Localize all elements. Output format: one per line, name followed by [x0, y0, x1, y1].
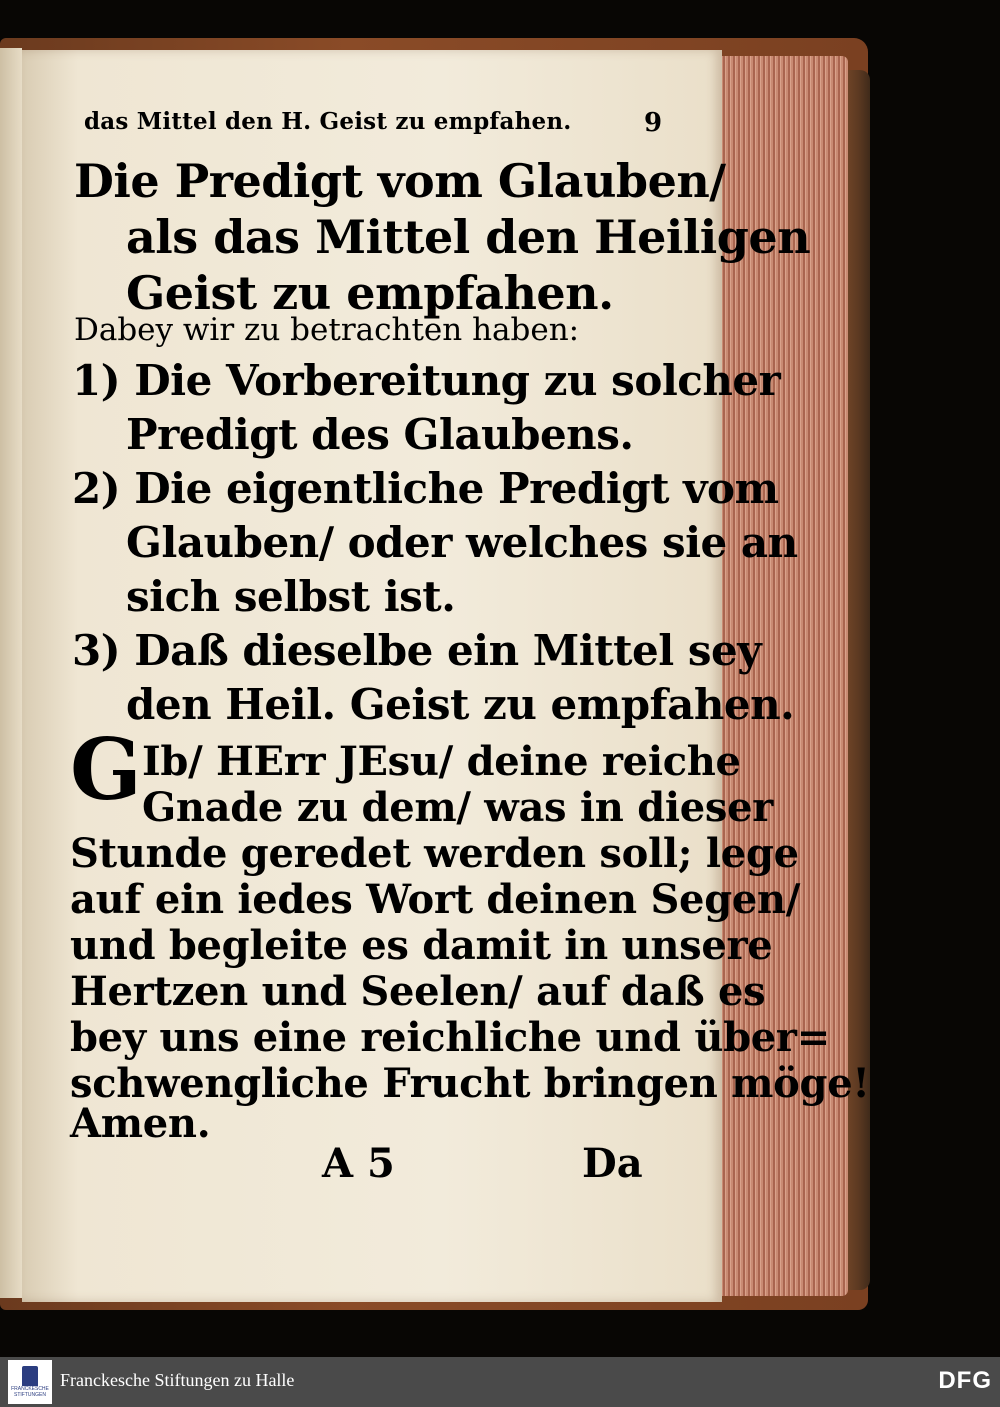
franckesche-logo[interactable] — [8, 1360, 52, 1404]
prayer-line: Amen. — [70, 1100, 211, 1147]
prayer-line: Stunde geredet werden soll; lege — [70, 830, 799, 877]
title-line: Geist zu empfahen. — [126, 266, 614, 320]
list-item: 1) Die Vorbereitung zu solcher — [72, 356, 781, 405]
prayer-line: schwengliche Frucht bringen möge! — [70, 1060, 870, 1107]
catchword: Da — [582, 1140, 643, 1187]
signature-mark: A 5 — [322, 1140, 395, 1187]
running-head: das Mittel den H. Geist zu empfahen. — [84, 108, 572, 135]
left-facing-page — [0, 48, 22, 1298]
prayer-line: und begleite es damit in unsere — [70, 922, 773, 969]
prayer-line: Gnade zu dem/ was in dieser — [142, 784, 774, 831]
book-page — [22, 50, 870, 1302]
prayer-line: auf ein iedes Wort deinen Segen/ — [70, 876, 801, 923]
list-item: 2) Die eigentliche Predigt vom — [72, 464, 779, 513]
list-item: Predigt des Glaubens. — [126, 410, 634, 459]
list-item: den Heil. Geist zu empfahen. — [126, 680, 795, 729]
list-item: Glauben/ oder welches sie an — [126, 518, 798, 567]
institution-icon — [22, 1366, 38, 1386]
prayer-initial: G — [70, 720, 142, 819]
prayer-line: Hertzen und Seelen/ auf daß es — [70, 968, 766, 1015]
prayer-line: Ib/ HErr JEsu/ deine reiche — [142, 738, 741, 785]
page-number: 9 — [644, 108, 663, 138]
title-line: als das Mittel den Heiligen — [126, 210, 811, 264]
list-item: 3) Daß dieselbe ein Mittel sey — [72, 626, 762, 675]
logo-text: FRANCKESCHE STIFTUNGEN — [11, 1386, 49, 1398]
prayer-line: bey uns eine reichliche und über= — [70, 1014, 830, 1061]
list-item: sich selbst ist. — [126, 572, 456, 621]
intro-line: Dabey wir zu betrachten haben: — [74, 312, 580, 348]
footer-bar — [0, 1357, 1000, 1407]
title-line: Die Predigt vom Glauben/ — [74, 154, 726, 208]
organization-name: Franckesche Stiftungen zu Halle — [60, 1370, 295, 1390]
dfg-logo[interactable]: DFG — [938, 1367, 992, 1394]
